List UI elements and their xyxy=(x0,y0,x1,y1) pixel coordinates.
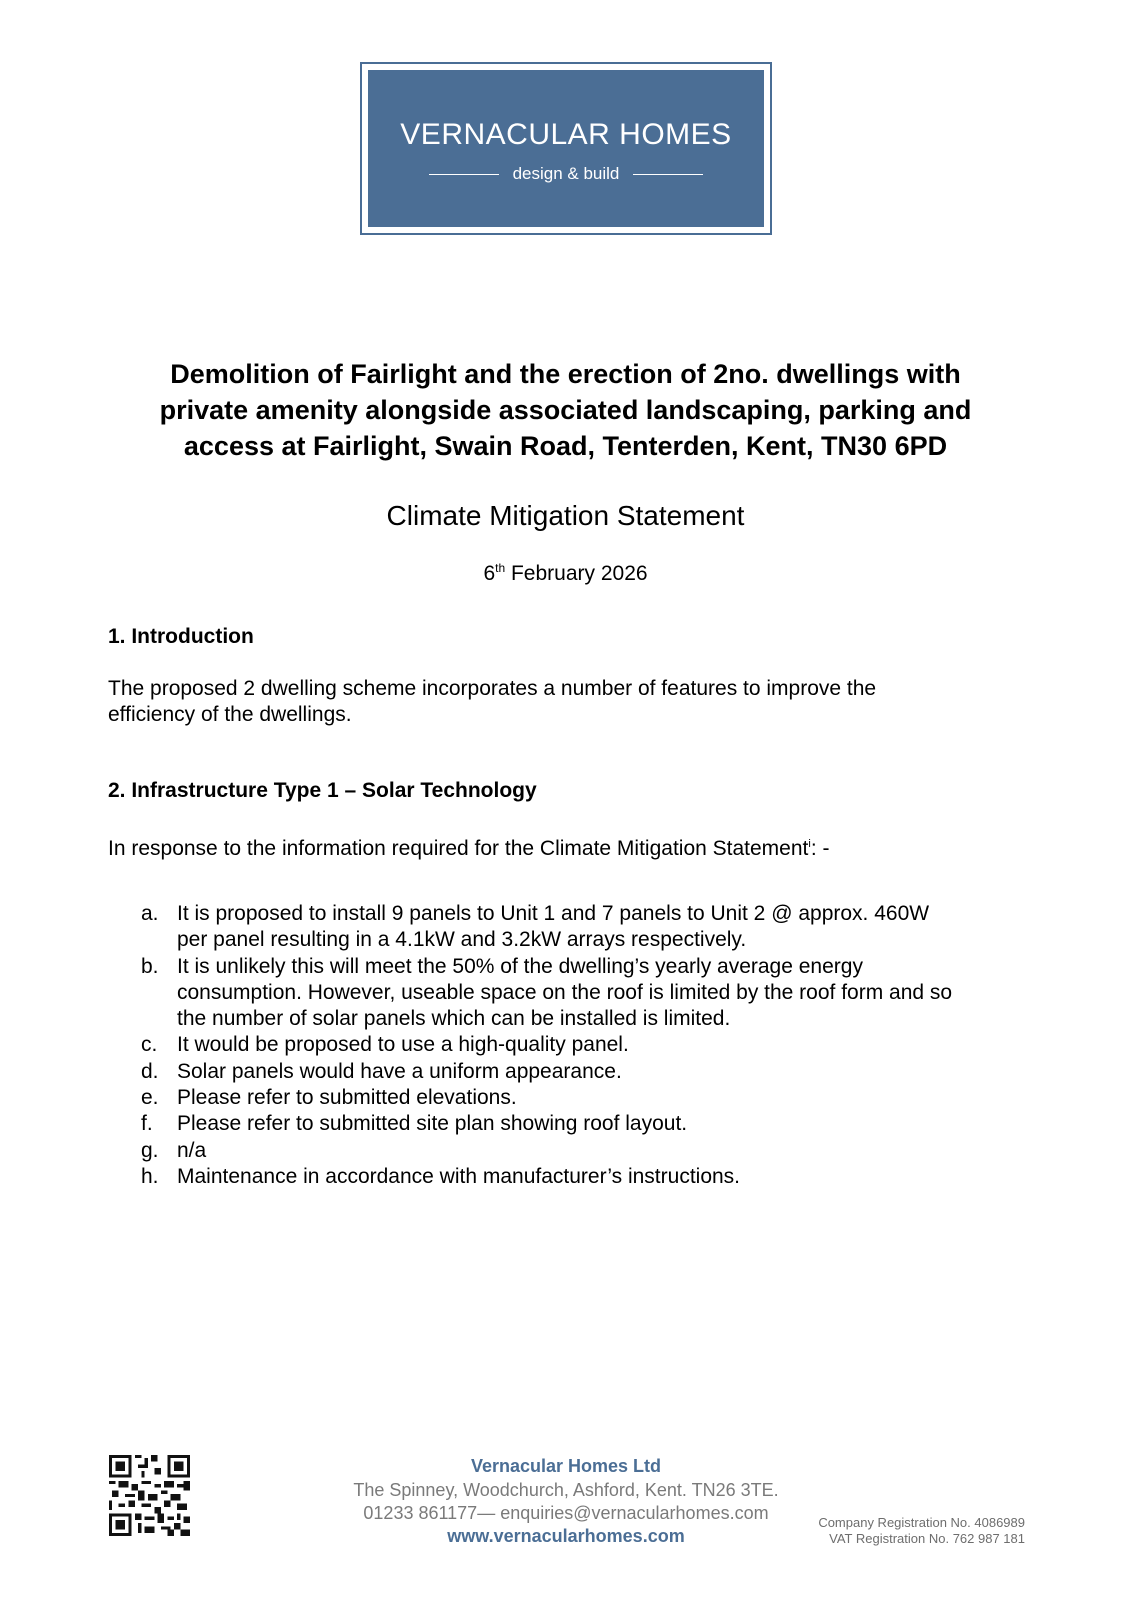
footer-address: The Spinney, Woodchurch, Ashford, Kent. TN26 3TE. xyxy=(353,1480,779,1500)
list-item xyxy=(108,1059,1048,1085)
document-subtitle: Climate Mitigation Statement xyxy=(386,500,745,531)
company-logo xyxy=(360,62,772,235)
logo-name: VERNACULAR HOMES xyxy=(400,118,732,151)
list-item xyxy=(108,1085,1048,1111)
list-item-line: Please refer to submitted elevations. xyxy=(177,1086,517,1110)
list-marker: a. xyxy=(141,902,159,925)
logo-tagline-row xyxy=(368,162,764,186)
solar-intro-paragraph xyxy=(108,831,1038,862)
title-line: Demolition of Fairlight and the erection of 2no. dwellings with xyxy=(170,359,961,389)
endnote-marker: i xyxy=(808,838,811,850)
title-line: private amenity alongside associated landscaping, parking and xyxy=(159,395,972,425)
logo-rule-left xyxy=(429,174,499,175)
list-marker: c. xyxy=(141,1033,158,1057)
list-item-line: Please refer to submitted site plan showing roof layout. xyxy=(177,1112,688,1136)
list-item xyxy=(108,1032,1048,1058)
document-title xyxy=(80,356,1051,464)
list-item xyxy=(108,1111,1048,1137)
list-marker: h. xyxy=(141,1164,159,1188)
list-marker: d. xyxy=(141,1059,159,1083)
vat-registration: VAT Registration No. 762 987 181 xyxy=(829,1531,1025,1546)
list-marker: g. xyxy=(141,1138,159,1162)
list-item-line: per panel resulting in a 4.1kW and 3.2kW arrays respectively. xyxy=(177,928,747,952)
footer-contact: 01233 861177— enquiries@vernacularhomes.com xyxy=(363,1503,769,1523)
footer-company-name: Vernacular Homes Ltd xyxy=(470,1456,662,1476)
list-item xyxy=(108,901,1048,954)
date-day: 6 xyxy=(483,562,496,585)
company-registration: Company Registration No. 4086989 xyxy=(818,1515,1025,1530)
intro-text: In response to the information required for the Climate Mitigation Statement xyxy=(108,837,809,860)
list-item-line: It is proposed to install 9 panels to Unit 1 and 7 panels to Unit 2 @ approx. 460W xyxy=(177,902,930,925)
date-ordinal: th xyxy=(495,561,506,575)
footer-website-link[interactable]: www.vernacularhomes.com xyxy=(447,1526,685,1546)
list-item xyxy=(108,1138,1048,1164)
introduction-paragraph xyxy=(108,676,1038,728)
list-marker: f. xyxy=(141,1112,153,1136)
date-month-year: February 2026 xyxy=(505,562,648,585)
logo-rule-right xyxy=(633,174,703,175)
list-item-line: It is unlikely this will meet the 50% of the dwelling’s yearly average energy xyxy=(177,954,863,978)
solar-requirements-list xyxy=(108,901,1048,1190)
list-item-line: n/a xyxy=(177,1138,207,1162)
qr-code-icon xyxy=(109,1455,190,1536)
section-heading-introduction: 1. Introduction xyxy=(108,625,254,648)
document-date xyxy=(80,561,1051,586)
list-item-line: Solar panels would have a uniform appearance. xyxy=(177,1059,622,1083)
list-item-line: consumption. However, useable space on the roof is limited by the roof form and so xyxy=(177,980,953,1004)
list-marker: b. xyxy=(141,954,159,978)
list-item xyxy=(108,1164,1048,1190)
list-item-line: Maintenance in accordance with manufacturer’s instructions. xyxy=(177,1164,741,1188)
list-item-line: the number of solar panels which can be installed is limited. xyxy=(177,1007,731,1031)
logo-panel xyxy=(368,70,764,227)
logo-tagline: design & build xyxy=(512,164,620,183)
section-heading-solar: 2. Infrastructure Type 1 – Solar Technology xyxy=(108,779,537,802)
intro-end: : - xyxy=(810,837,830,860)
list-item-line: It would be proposed to use a high-quality panel. xyxy=(177,1033,629,1057)
list-item xyxy=(108,954,1048,1033)
list-marker: e. xyxy=(141,1086,159,1110)
paragraph-line: The proposed 2 dwelling scheme incorporates a number of features to improve the xyxy=(108,677,877,700)
paragraph-line: efficiency of the dwellings. xyxy=(108,703,352,726)
title-line: access at Fairlight, Swain Road, Tenterden, Kent, TN30 6PD xyxy=(183,431,948,461)
